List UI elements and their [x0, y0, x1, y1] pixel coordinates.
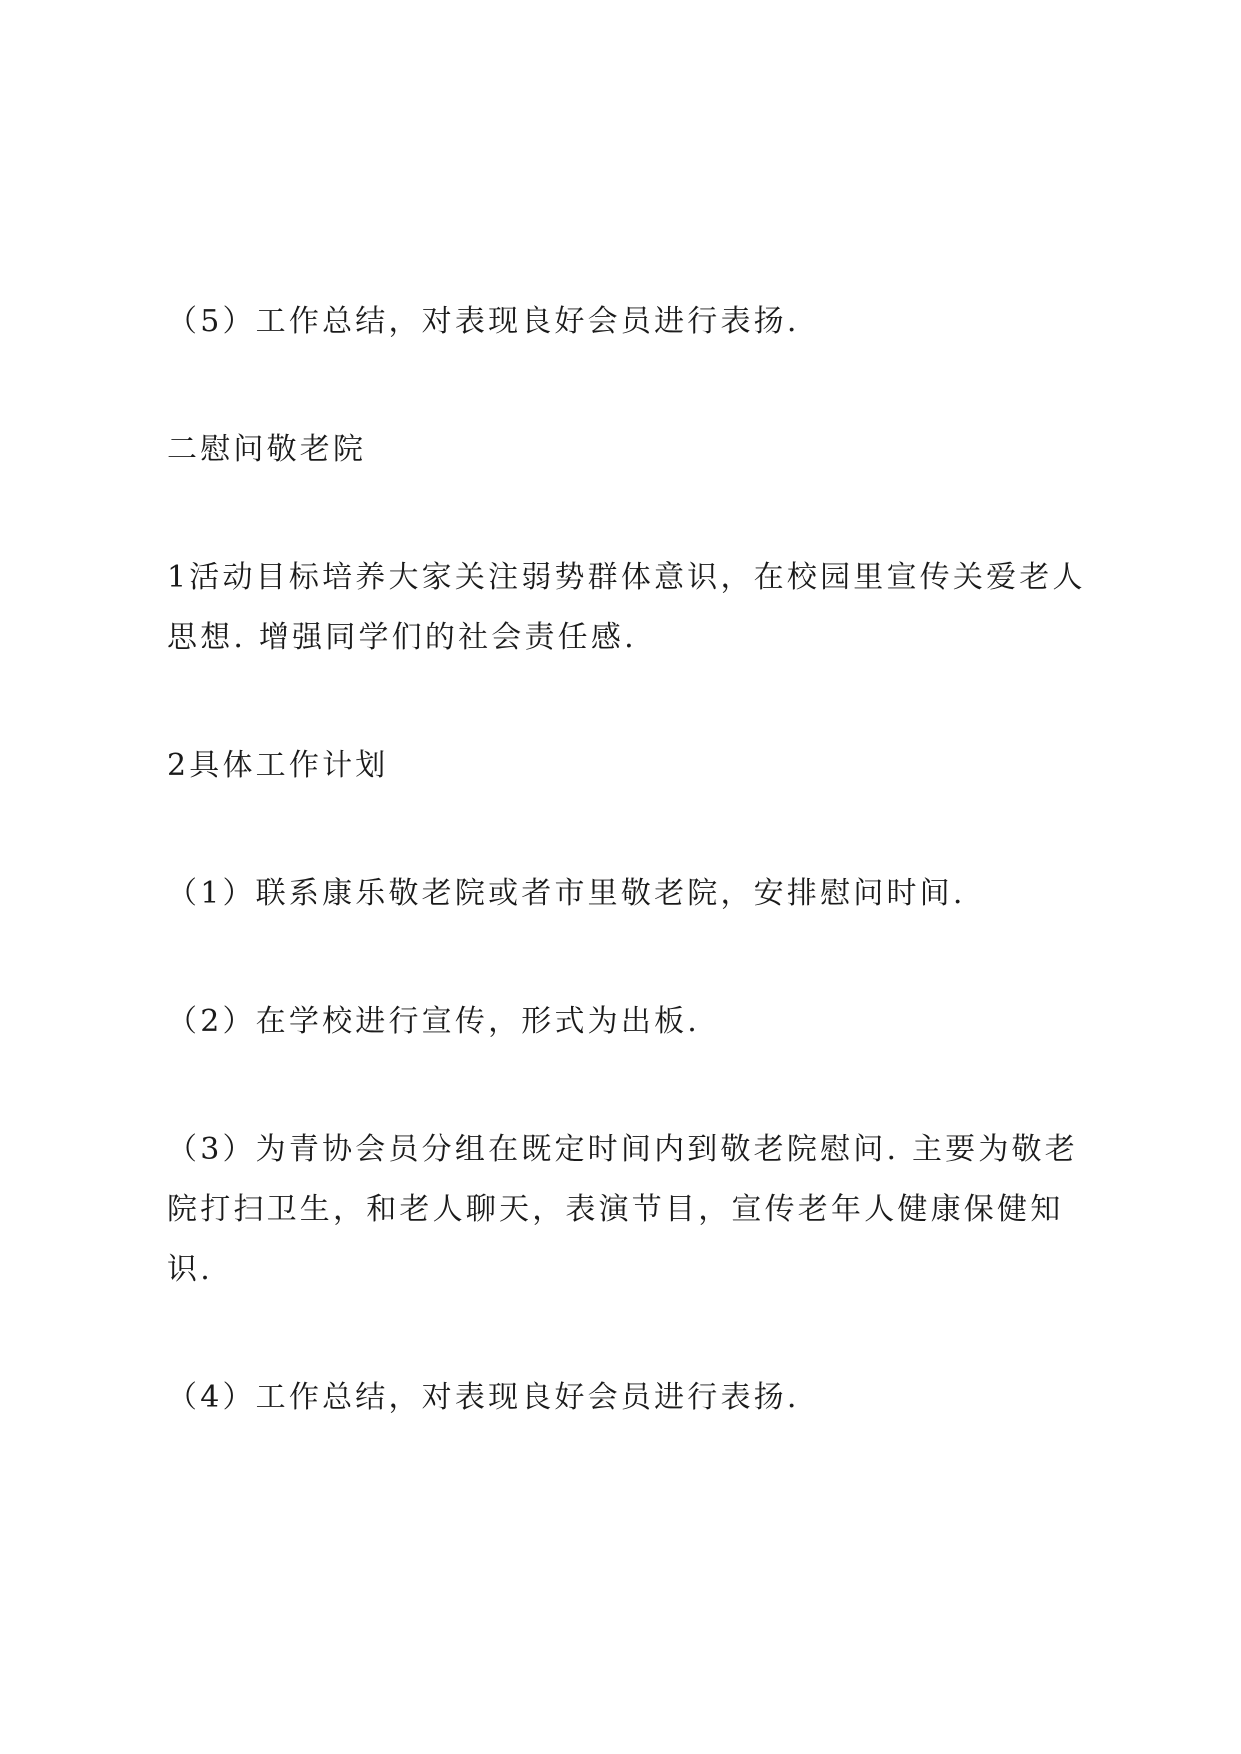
paragraph-work-plan-heading: 2具体工作计划: [167, 748, 389, 783]
document-body: [167, 292, 1087, 1496]
paragraph-plan-item-4: （4）工作总结，对表现良好会员进行表扬.: [167, 1380, 800, 1415]
paragraph-plan-item-1: （1）联系康乐敬老院或者市里敬老院，安排慰问时间.: [167, 876, 966, 911]
paragraph-plan-item-2: （2）在学校进行宣传，形式为出板.: [167, 1004, 701, 1039]
paragraph-work-summary-5: （5）工作总结，对表现良好会员进行表扬.: [167, 304, 800, 339]
paragraph-activity-goal: 1活动目标培养大家关注弱势群体意识，在校园里宣传关爱老人思想. 增强同学们的社会责任感.: [167, 560, 1086, 655]
paragraph-plan-item-3: （3）为青协会员分组在既定时间内到敬老院慰问. 主要为敬老院打扫卫生，和老人聊天，表演节目，宣传老年人健康保健知识.: [167, 1132, 1078, 1287]
section-heading-visit-nursing-home: 二慰问敬老院: [167, 432, 367, 467]
